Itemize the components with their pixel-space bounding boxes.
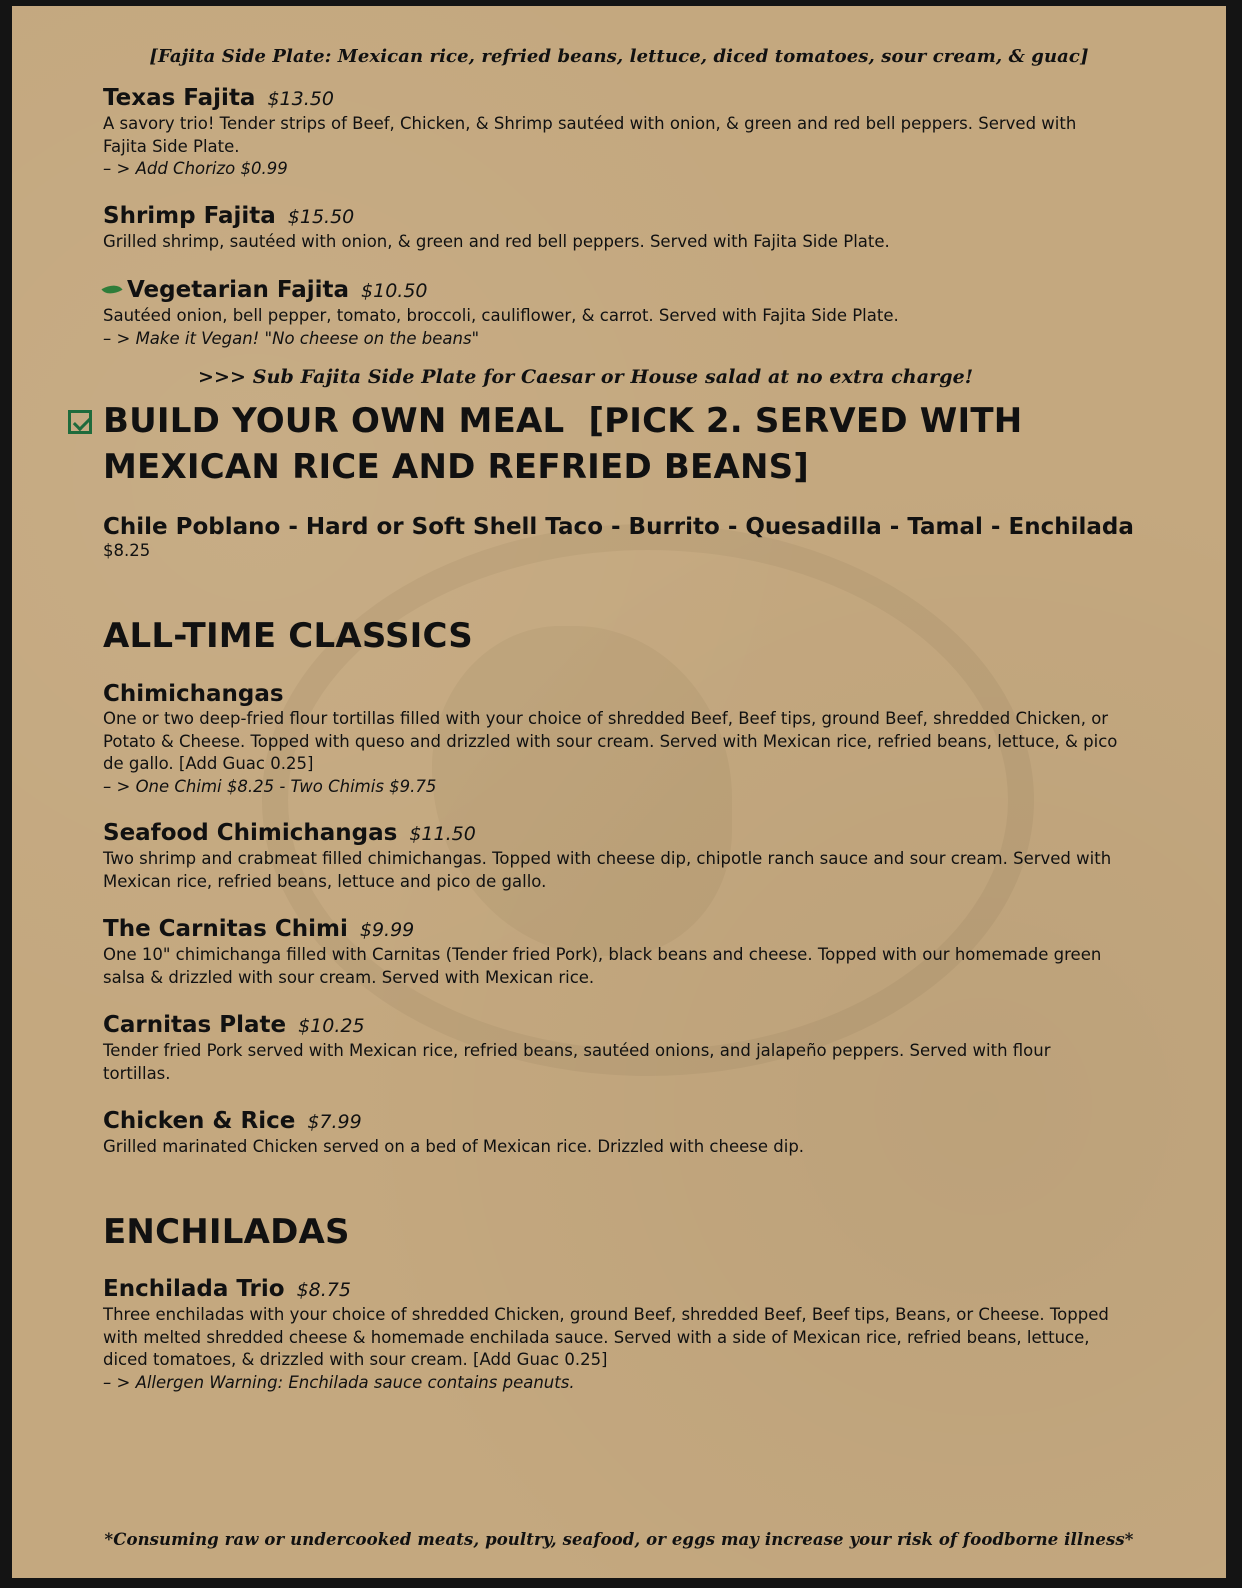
check-box-icon: [68, 410, 92, 438]
item-price: $11.50: [409, 823, 476, 845]
item-description: Grilled shrimp, sautéed with onion, & green and red bell peppers. Served with Fajita Side Plate.: [103, 232, 890, 251]
build-title-line2: MEXICAN RICE AND REFRIED BEANS]: [103, 447, 810, 487]
item-name: Texas Fajita: [103, 85, 256, 111]
build-your-own-title: [103, 398, 1022, 490]
item-name: Seafood Chimichangas: [103, 820, 398, 846]
item-price: $10.50: [361, 280, 428, 302]
menu-page: [12, 6, 1226, 1578]
item-price: $10.25: [298, 1015, 365, 1037]
substitution-note: >>> Sub Fajita Side Plate for Caesar or House salad at no extra charge!: [198, 366, 974, 388]
item-description: One 10" chimichanga filled with Carnitas (Tender fried Pork), black beans and cheese. Topped with our homemade green salsa & drizzled with sour cream. Served with Mexican rice.: [103, 945, 1102, 987]
item-description: Sautéed onion, bell pepper, tomato, broccoli, cauliflower, & carrot. Served with Fajita Side Plate.: [103, 306, 899, 325]
item-price: $8.75: [296, 1279, 351, 1301]
item-option: – > Make it Vegan! "No cheese on the beans": [103, 328, 480, 348]
item-description: Grilled marinated Chicken served on a bed of Mexican rice. Drizzled with cheese dip.: [103, 1137, 805, 1156]
item-description: A savory trio! Tender strips of Beef, Chicken, & Shrimp sautéed with onion, & green and red bell peppers. Served with Fajita Side Plate.: [103, 114, 1077, 156]
item-name: Enchilada Trio: [103, 1276, 285, 1302]
item-description: Tender fried Pork served with Mexican rice, refried beans, sautéed onions, and jalapeño peppers. Served with flour tortillas.: [103, 1041, 1051, 1083]
menu-item: [103, 84, 1123, 181]
section-title-enchiladas: ENCHILADAS: [103, 1212, 350, 1252]
item-option: – > Add Chorizo $0.99: [103, 159, 288, 178]
item-description: Three enchiladas with your choice of shredded Chicken, ground Beef, shredded Beef, Beef tips, Beans, or Cheese. Topped with melted shredded cheese & homemade enchilada sauce. Served with a side of Mexican rice, refried beans, lettuce, diced tomatoes, & drizzled with sour cream. [Add Guac 0.25]: [103, 1305, 1109, 1369]
build-price: $8.25: [103, 541, 151, 560]
logo-watermark: [262, 524, 1034, 1076]
menu-item: [103, 202, 1123, 254]
foodborne-illness-warning: *Consuming raw or undercooked meats, poultry, seafood, or eggs may increase your risk of foodborne illness*: [104, 1530, 1134, 1549]
item-price: $7.99: [307, 1111, 362, 1133]
menu-item: [103, 1011, 1123, 1085]
item-option: – > One Chimi $8.25 - Two Chimis $9.75: [103, 776, 437, 796]
menu-item: [103, 819, 1123, 893]
item-name: Vegetarian Fajita: [127, 277, 350, 303]
menu-item: [103, 915, 1123, 989]
menu-item: [103, 1275, 1123, 1394]
item-name: The Carnitas Chimi: [103, 916, 348, 942]
item-description: One or two deep-fried flour tortillas filled with your choice of shredded Beef, Beef tips, ground Beef, shredded Chicken, or Potato & Cheese. Topped with queso and drizzled with sour cream. Served with Mexican rice, refried beans, lettuce, & pico de gallo. [Add Guac 0.25]: [103, 709, 1118, 773]
item-name: Chimichangas: [103, 681, 284, 707]
leaf-icon: [101, 280, 122, 299]
fajita-side-plate-note: [Fajita Side Plate: Mexican rice, refried beans, lettuce, diced tomatoes, sour cream, & guac]: [149, 46, 1089, 67]
build-choices: Chile Poblano - Hard or Soft Shell Taco - Burrito - Quesadilla - Tamal - Enchilada: [103, 514, 1134, 540]
menu-item: [103, 276, 1123, 350]
item-name: Shrimp Fajita: [103, 203, 276, 229]
item-name: Carnitas Plate: [103, 1012, 287, 1038]
item-option: – > Allergen Warning: Enchilada sauce contains peanuts.: [103, 1372, 575, 1392]
item-price: $13.50: [267, 88, 334, 110]
item-price: $9.99: [359, 919, 415, 941]
section-title-classics: ALL-TIME CLASSICS: [103, 616, 473, 656]
item-description: Two shrimp and crabmeat filled chimichangas. Topped with cheese dip, chipotle ranch sauce and sour cream. Served with Mexican rice, refried beans, lettuce and pico de gallo.: [103, 849, 1112, 891]
item-price: $15.50: [287, 206, 355, 228]
item-name: Chicken & Rice: [103, 1108, 296, 1134]
menu-item: [103, 680, 1123, 798]
build-title-line1: BUILD YOUR OWN MEAL [PICK 2. SERVED WITH: [103, 401, 1023, 441]
menu-item: [103, 1107, 1123, 1159]
